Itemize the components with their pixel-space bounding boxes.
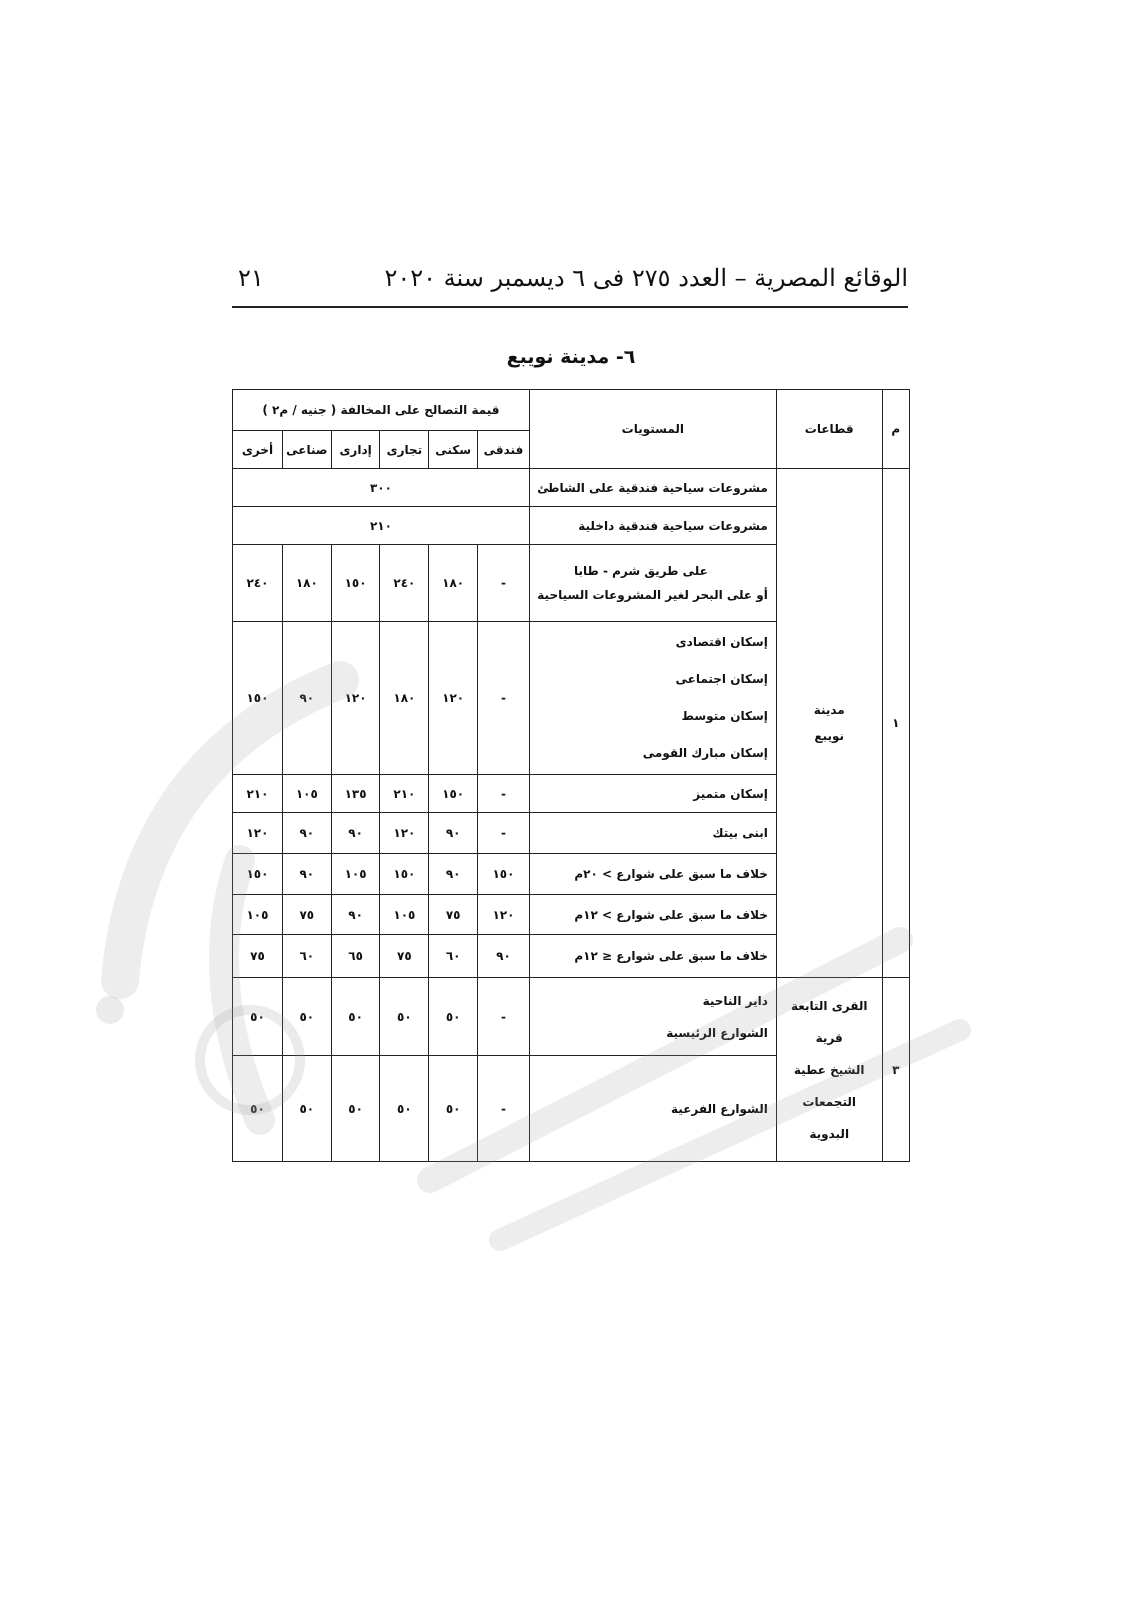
value-cell: -: [478, 775, 530, 813]
value-cell: ١٠٥: [282, 775, 331, 813]
level-cell: [529, 978, 776, 1056]
value-cell: ١٠٥: [331, 854, 380, 895]
value-cell: ١٨٠: [282, 545, 331, 622]
value-cell: ٥٠: [380, 978, 429, 1056]
value-cell: ١٢٠: [429, 622, 478, 775]
value-cell: ٥٠: [331, 978, 380, 1056]
col-num-header: م: [882, 390, 909, 469]
row-num: ١: [882, 469, 909, 978]
level-cell: [529, 813, 776, 854]
sector-label: مدينة: [813, 703, 845, 717]
value-cell: ٥٠: [282, 978, 331, 1056]
value-cell: ٦٥: [331, 935, 380, 978]
level-text: الشوارع الفرعية: [671, 1101, 768, 1116]
level-text: إسكان مبارك القومى: [642, 746, 768, 760]
value-cell: ١٢٠: [380, 813, 429, 854]
col-hotel-header: فندقى: [478, 431, 530, 469]
value-cell: ١٥٠: [478, 854, 530, 895]
col-levels-header: المستويات: [529, 390, 776, 469]
value-cell: ٥٠: [429, 978, 478, 1056]
sector-label: البدوية: [809, 1126, 850, 1141]
value-cell: ١٣٥: [331, 775, 380, 813]
value-cell: -: [478, 545, 530, 622]
level-cell: [529, 935, 776, 978]
value-cell: ٦٠: [282, 935, 331, 978]
value-cell: ٥٠: [282, 1056, 331, 1162]
value-cell: -: [478, 622, 530, 775]
col-commercial-header: تجارى: [380, 431, 429, 469]
value-cell: ١٥٠: [233, 854, 283, 895]
value-cell: ٥٠: [233, 1056, 283, 1162]
gazette-title: الوقائع المصرية – العدد ٢٧٥ فى ٦ ديسمبر سنة ٢٠٢٠: [384, 264, 908, 292]
level-text: خلاف ما سبق على شوارع > ٢٠م: [574, 867, 768, 881]
level-text: مشروعات سياحية فندقية داخلية: [578, 518, 768, 533]
value-cell: ٢١٠: [233, 775, 283, 813]
value-cell: ١٠٥: [233, 895, 283, 935]
level-text: مشروعات سياحية فندقية على الشاطئ: [537, 480, 768, 495]
level-text: على طريق شرم - طابا: [573, 564, 708, 578]
level-cell: [529, 545, 776, 622]
value-cell: -: [478, 1056, 530, 1162]
level-text: ابنى بيتك: [712, 826, 768, 840]
value-cell: ٩٠: [282, 854, 331, 895]
row-num: ٣: [882, 978, 909, 1162]
value-cell: ٢٤٠: [380, 545, 429, 622]
value-cell: ٩٠: [282, 813, 331, 854]
col-sectors-header: قطاعات: [776, 390, 882, 469]
col-administrative-header: إدارى: [331, 431, 380, 469]
value-cell: ١٥٠: [429, 775, 478, 813]
value-cell: ٥٠: [233, 978, 283, 1056]
value-cell: ١٥٠: [331, 545, 380, 622]
level-text: خلاف ما سبق على شوارع > ١٢م: [574, 907, 768, 922]
page-header: [232, 258, 908, 308]
section-title: ٦- مدينة نويبع: [506, 346, 636, 368]
value-cell: ٩٠: [331, 813, 380, 854]
col-residential-header: سكنى: [429, 431, 478, 469]
col-other-header: أخرى: [233, 431, 283, 469]
value-cell: ١٨٠: [429, 545, 478, 622]
value-cell: ٧٥: [380, 935, 429, 978]
value-cell: ١٨٠: [380, 622, 429, 775]
table-row: [233, 469, 910, 507]
value-cell: ٧٥: [429, 895, 478, 935]
sector-label: الشيخ عطية: [793, 1062, 865, 1077]
value-cell: ٢١٠: [380, 775, 429, 813]
value-cell: ١٥٠: [380, 854, 429, 895]
sector-label: التجمعات: [802, 1094, 856, 1109]
level-text: إسكان متوسط: [681, 709, 768, 723]
value-cell: ٢٤٠: [233, 545, 283, 622]
level-cell: [529, 622, 776, 775]
value-cell: ٥٠: [380, 1056, 429, 1162]
table-row: [233, 978, 910, 1056]
value-cell: ٥٠: [331, 1056, 380, 1162]
col-industrial-header: صناعى: [282, 431, 331, 469]
sector-label: قرية: [815, 1030, 843, 1045]
value-cell: ١٢٠: [331, 622, 380, 775]
value-cell: ٥٠: [429, 1056, 478, 1162]
value-cell: ١٢٠: [478, 895, 530, 935]
page-number: ٢١: [238, 264, 264, 292]
level-text: أو على البحر لغير المشروعات السياحية: [537, 588, 768, 602]
level-cell: [529, 1056, 776, 1162]
level-text: خلاف ما سبق على شوارع ≤ ١٢م: [574, 949, 768, 963]
value-cell: ٧٥: [233, 935, 283, 978]
merged-value: ٣٠٠: [233, 469, 530, 507]
value-cell: ٩٠: [331, 895, 380, 935]
value-cell: ٩٠: [282, 622, 331, 775]
level-text: إسكان اجتماعى: [675, 672, 768, 686]
value-cell: -: [478, 813, 530, 854]
fees-table: [232, 389, 910, 1162]
level-cell: [529, 507, 776, 545]
value-cell: ٦٠: [429, 935, 478, 978]
level-text: إسكان اقتصادى: [675, 635, 768, 649]
merged-value: ٢١٠: [233, 507, 530, 545]
value-cell: ١٠٥: [380, 895, 429, 935]
value-cell: ١٥٠: [233, 622, 283, 775]
value-cell: ٩٠: [478, 935, 530, 978]
sector-label: نويبع: [814, 729, 845, 743]
level-cell: [529, 469, 776, 507]
value-cell: ٧٥: [282, 895, 331, 935]
sector-cell: [776, 978, 882, 1162]
value-group-header: قيمة التصالح على المخالفة ( جنيه / م٢ ): [233, 390, 530, 431]
level-text: إسكان متميز: [693, 786, 768, 801]
level-cell: [529, 895, 776, 935]
value-cell: ٩٠: [429, 854, 478, 895]
sector-cell: [776, 469, 882, 978]
level-text: الشوارع الرئيسية: [666, 1025, 768, 1040]
level-cell: [529, 775, 776, 813]
value-cell: ٩٠: [429, 813, 478, 854]
value-cell: ١٢٠: [233, 813, 283, 854]
level-text: داير الناحية: [702, 993, 768, 1008]
sector-label: القرى التابعة: [790, 998, 868, 1013]
value-cell: -: [478, 978, 530, 1056]
level-cell: [529, 854, 776, 895]
